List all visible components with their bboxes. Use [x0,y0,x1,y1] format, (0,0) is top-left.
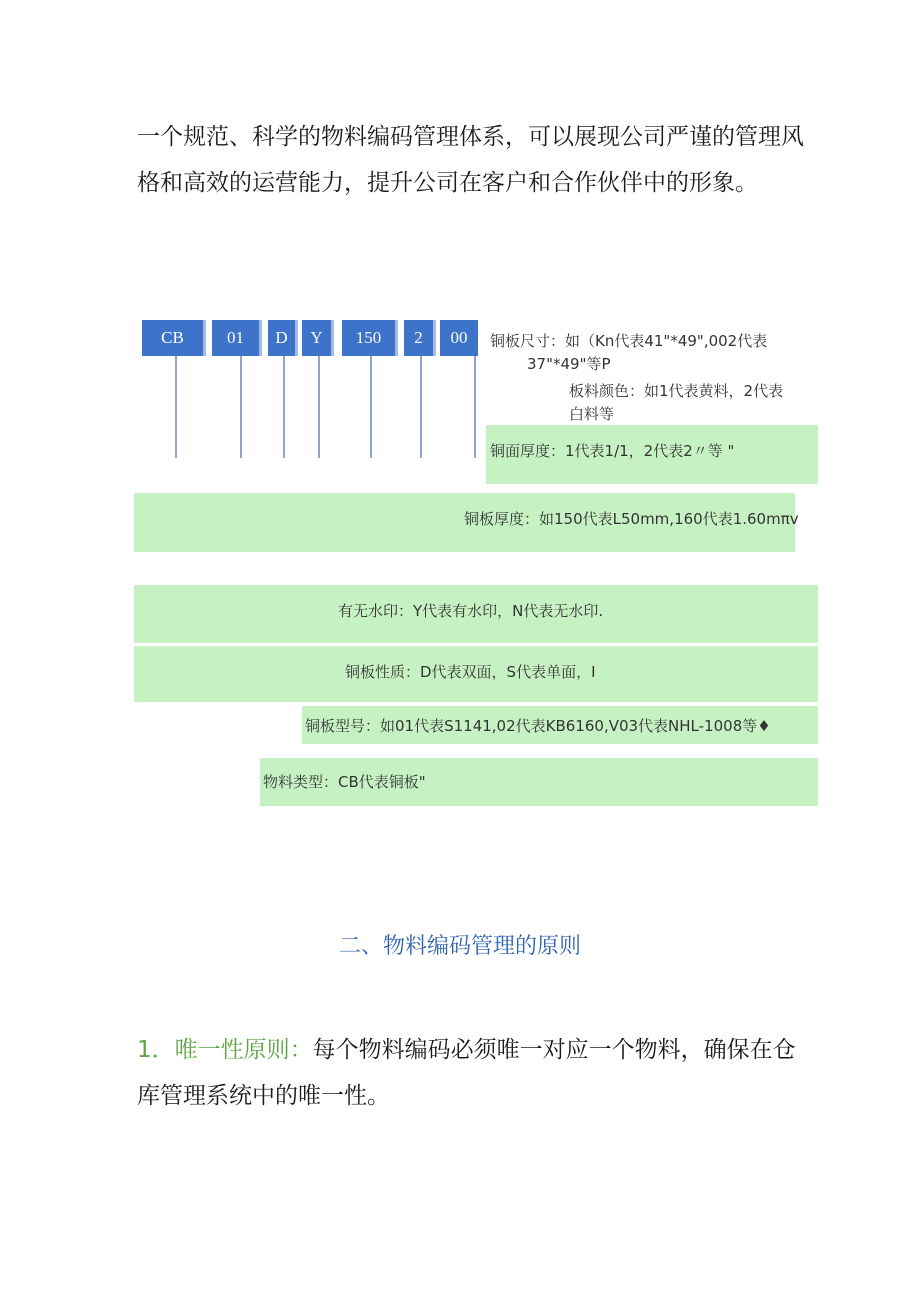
code-segment-00: 00 [440,320,478,356]
connector-line [283,356,285,458]
label-material-color-cont: 白料等 [569,405,615,423]
label-watermark: 有无水印：Y代表有水印，N代表无水印. [338,602,604,620]
connector-line [318,356,320,458]
intro-paragraph [137,114,827,206]
label-material-color: 板料颜色：如1代表黄料，2代表 [569,382,784,400]
principle-text-line-2: 库管理系统中的唯一性。 [137,1083,390,1109]
principle-title: 1．唯一性原则： [137,1037,313,1063]
connector-line [240,356,242,458]
intro-line-1: 一个规范、科学的物料编码管理体系，可以展现公司严谨的管理风 [137,124,804,150]
connector-line [175,356,177,458]
label-model: 铜板型号：如01代表S1141,02代表KB6160,V03代表NHL-1008等♦ [305,717,771,735]
code-segment-cb: CB [142,320,206,356]
code-segment-150: 150 [342,320,398,356]
label-board-size-cont: 37"*49"等P [527,355,611,373]
intro-line-2: 格和高效的运营能力，提升公司在客户和合作伙伴中的形象。 [137,170,758,196]
label-board-size: 铜板尺寸：如（Kn代表41"*49",002代表 [490,332,768,350]
label-copper-thickness: 铜面厚度：1代表1/1，2代表2〃等 " [490,442,735,460]
principle-text-line-1: 每个物料编码必须唯一对应一个物料，确保在仓 [312,1037,796,1063]
connector-line [370,356,372,458]
connector-line [474,356,476,458]
label-board-thickness: 铜板厚度：如150代表L50mm,160代表1.60mπv [464,510,799,528]
label-material-type: 物料类型：CB代表铜板" [263,773,426,791]
label-board-type: 铜板性质：D代表双面，S代表单面，I [345,663,596,681]
principle-paragraph [137,1027,827,1119]
code-segment-01: 01 [212,320,262,356]
connector-line [420,356,422,458]
code-segment-d: D [268,320,298,356]
code-segment-2: 2 [404,320,436,356]
code-segment-y: Y [302,320,334,356]
section-heading: 二、物料编码管理的原则 [338,934,581,959]
